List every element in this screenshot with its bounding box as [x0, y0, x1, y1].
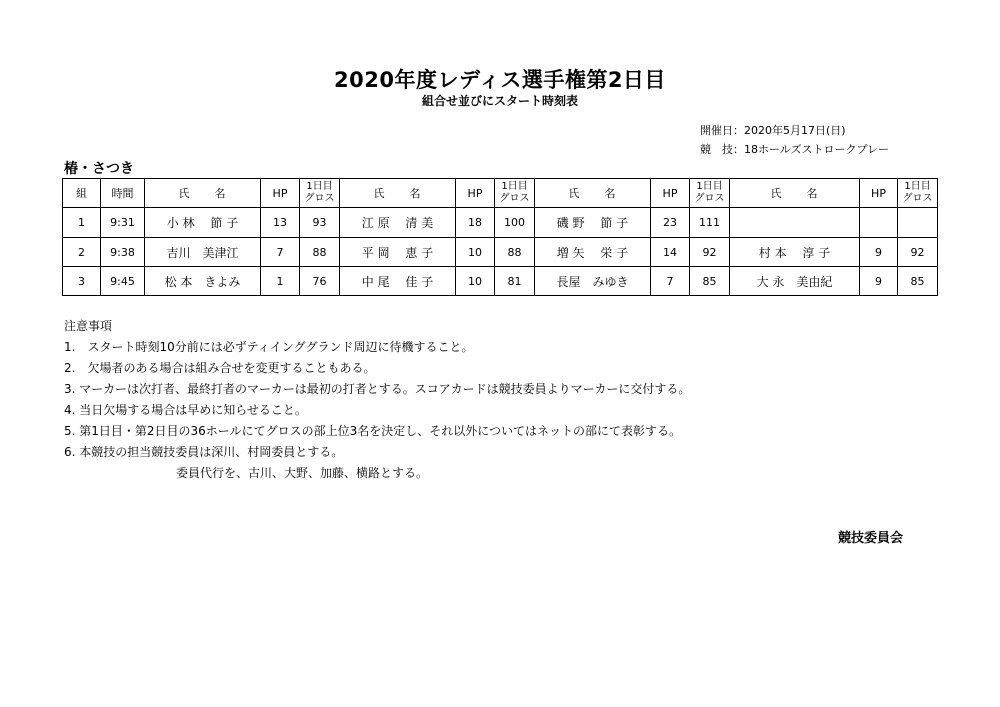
player-hp: 7 — [651, 267, 690, 296]
player-name: 長屋 みゆき — [535, 267, 651, 296]
player-hp: 1 — [261, 267, 300, 296]
player-name: 村 本 淳 子 — [730, 238, 860, 267]
player-gross — [898, 208, 938, 238]
player-hp: 13 — [261, 208, 300, 238]
header-gross: 1日目 グロス — [495, 179, 535, 208]
header-hp: HP — [651, 179, 690, 208]
player-gross: 85 — [690, 267, 730, 296]
committee-signature: 競技委員会 — [838, 531, 904, 546]
player-name: 松 本 きよみ — [145, 267, 261, 296]
header-name: 氏 名 — [730, 179, 860, 208]
table-header-row — [63, 179, 938, 208]
player-name: 吉川 美津江 — [145, 238, 261, 267]
start-time-table — [62, 178, 938, 296]
note-item: 6. 本競技の担当競技委員は深川、村岡委員とする。 — [64, 445, 344, 459]
header-gross: 1日目 グロス — [898, 179, 938, 208]
start-time: 9:31 — [101, 208, 145, 238]
header-name: 氏 名 — [145, 179, 261, 208]
notes-heading: 注意事項 — [64, 319, 113, 333]
player-name: 小 林 節 子 — [145, 208, 261, 238]
group-number: 3 — [63, 267, 101, 296]
header-hp: HP — [261, 179, 300, 208]
player-name: 増 矢 栄 子 — [535, 238, 651, 267]
note-item: 4. 当日欠場する場合は早めに知らせること。 — [64, 403, 307, 417]
player-hp: 23 — [651, 208, 690, 238]
competition-format: 競 技：18ホールズストロークプレー — [700, 143, 890, 156]
header-gross: 1日目 グロス — [690, 179, 730, 208]
player-gross: 88 — [300, 238, 340, 267]
table-row — [63, 208, 938, 238]
note-item: 2. 欠場者のある場合は組み合せを変更することもある。 — [64, 361, 376, 375]
player-hp: 9 — [860, 238, 898, 267]
header-hp: HP — [456, 179, 495, 208]
header-gross: 1日目 グロス — [300, 179, 340, 208]
player-gross: 93 — [300, 208, 340, 238]
player-gross: 100 — [495, 208, 535, 238]
header-time: 時間 — [101, 179, 145, 208]
player-name: 大 永 美由紀 — [730, 267, 860, 296]
player-hp: 18 — [456, 208, 495, 238]
header-group: 組 — [63, 179, 101, 208]
player-gross: 92 — [898, 238, 938, 267]
note-item: 1. スタート時刻10分前には必ずティインググランド周辺に待機すること。 — [64, 340, 474, 354]
player-hp: 7 — [261, 238, 300, 267]
note-item: 5. 第1日目・第2日目の36ホールにてグロスの部上位3名を決定し、それ以外についてはネットの部にて表彰する。 — [64, 424, 681, 438]
header-hp: HP — [860, 179, 898, 208]
player-hp: 9 — [860, 267, 898, 296]
event-date: 開催日：2020年5月17日(日) — [700, 124, 846, 137]
player-gross: 76 — [300, 267, 340, 296]
player-gross: 111 — [690, 208, 730, 238]
player-gross: 81 — [495, 267, 535, 296]
player-name: 平 岡 恵 子 — [340, 238, 456, 267]
start-time: 9:45 — [101, 267, 145, 296]
player-gross: 88 — [495, 238, 535, 267]
note-item: 3. マーカーは次打者、最終打者のマーカーは最初の打者とする。スコアカードは競技委員よりマーカーに交付する。 — [64, 382, 691, 396]
course-section-title: 椿・さつき — [64, 161, 134, 177]
player-hp: 10 — [456, 267, 495, 296]
header-name: 氏 名 — [535, 179, 651, 208]
player-hp: 10 — [456, 238, 495, 267]
player-name: 中 尾 佳 子 — [340, 267, 456, 296]
player-gross: 85 — [898, 267, 938, 296]
table-row — [63, 267, 938, 296]
player-name: 磯 野 節 子 — [535, 208, 651, 238]
start-time: 9:38 — [101, 238, 145, 267]
note-continuation: 委員代行を、古川、大野、加藤、横路とする。 — [176, 466, 429, 480]
notes-section — [64, 316, 690, 484]
player-name: 江 原 清 美 — [340, 208, 456, 238]
player-hp: 14 — [651, 238, 690, 267]
header-name: 氏 名 — [340, 179, 456, 208]
table-row — [63, 238, 938, 267]
document-title: 2020年度レディス選手権第2日目 — [334, 68, 666, 92]
group-number: 1 — [63, 208, 101, 238]
player-hp — [860, 208, 898, 238]
group-number: 2 — [63, 238, 101, 267]
player-name — [730, 208, 860, 238]
document-subtitle: 組合せ並びにスタート時刻表 — [421, 94, 578, 108]
player-gross: 92 — [690, 238, 730, 267]
